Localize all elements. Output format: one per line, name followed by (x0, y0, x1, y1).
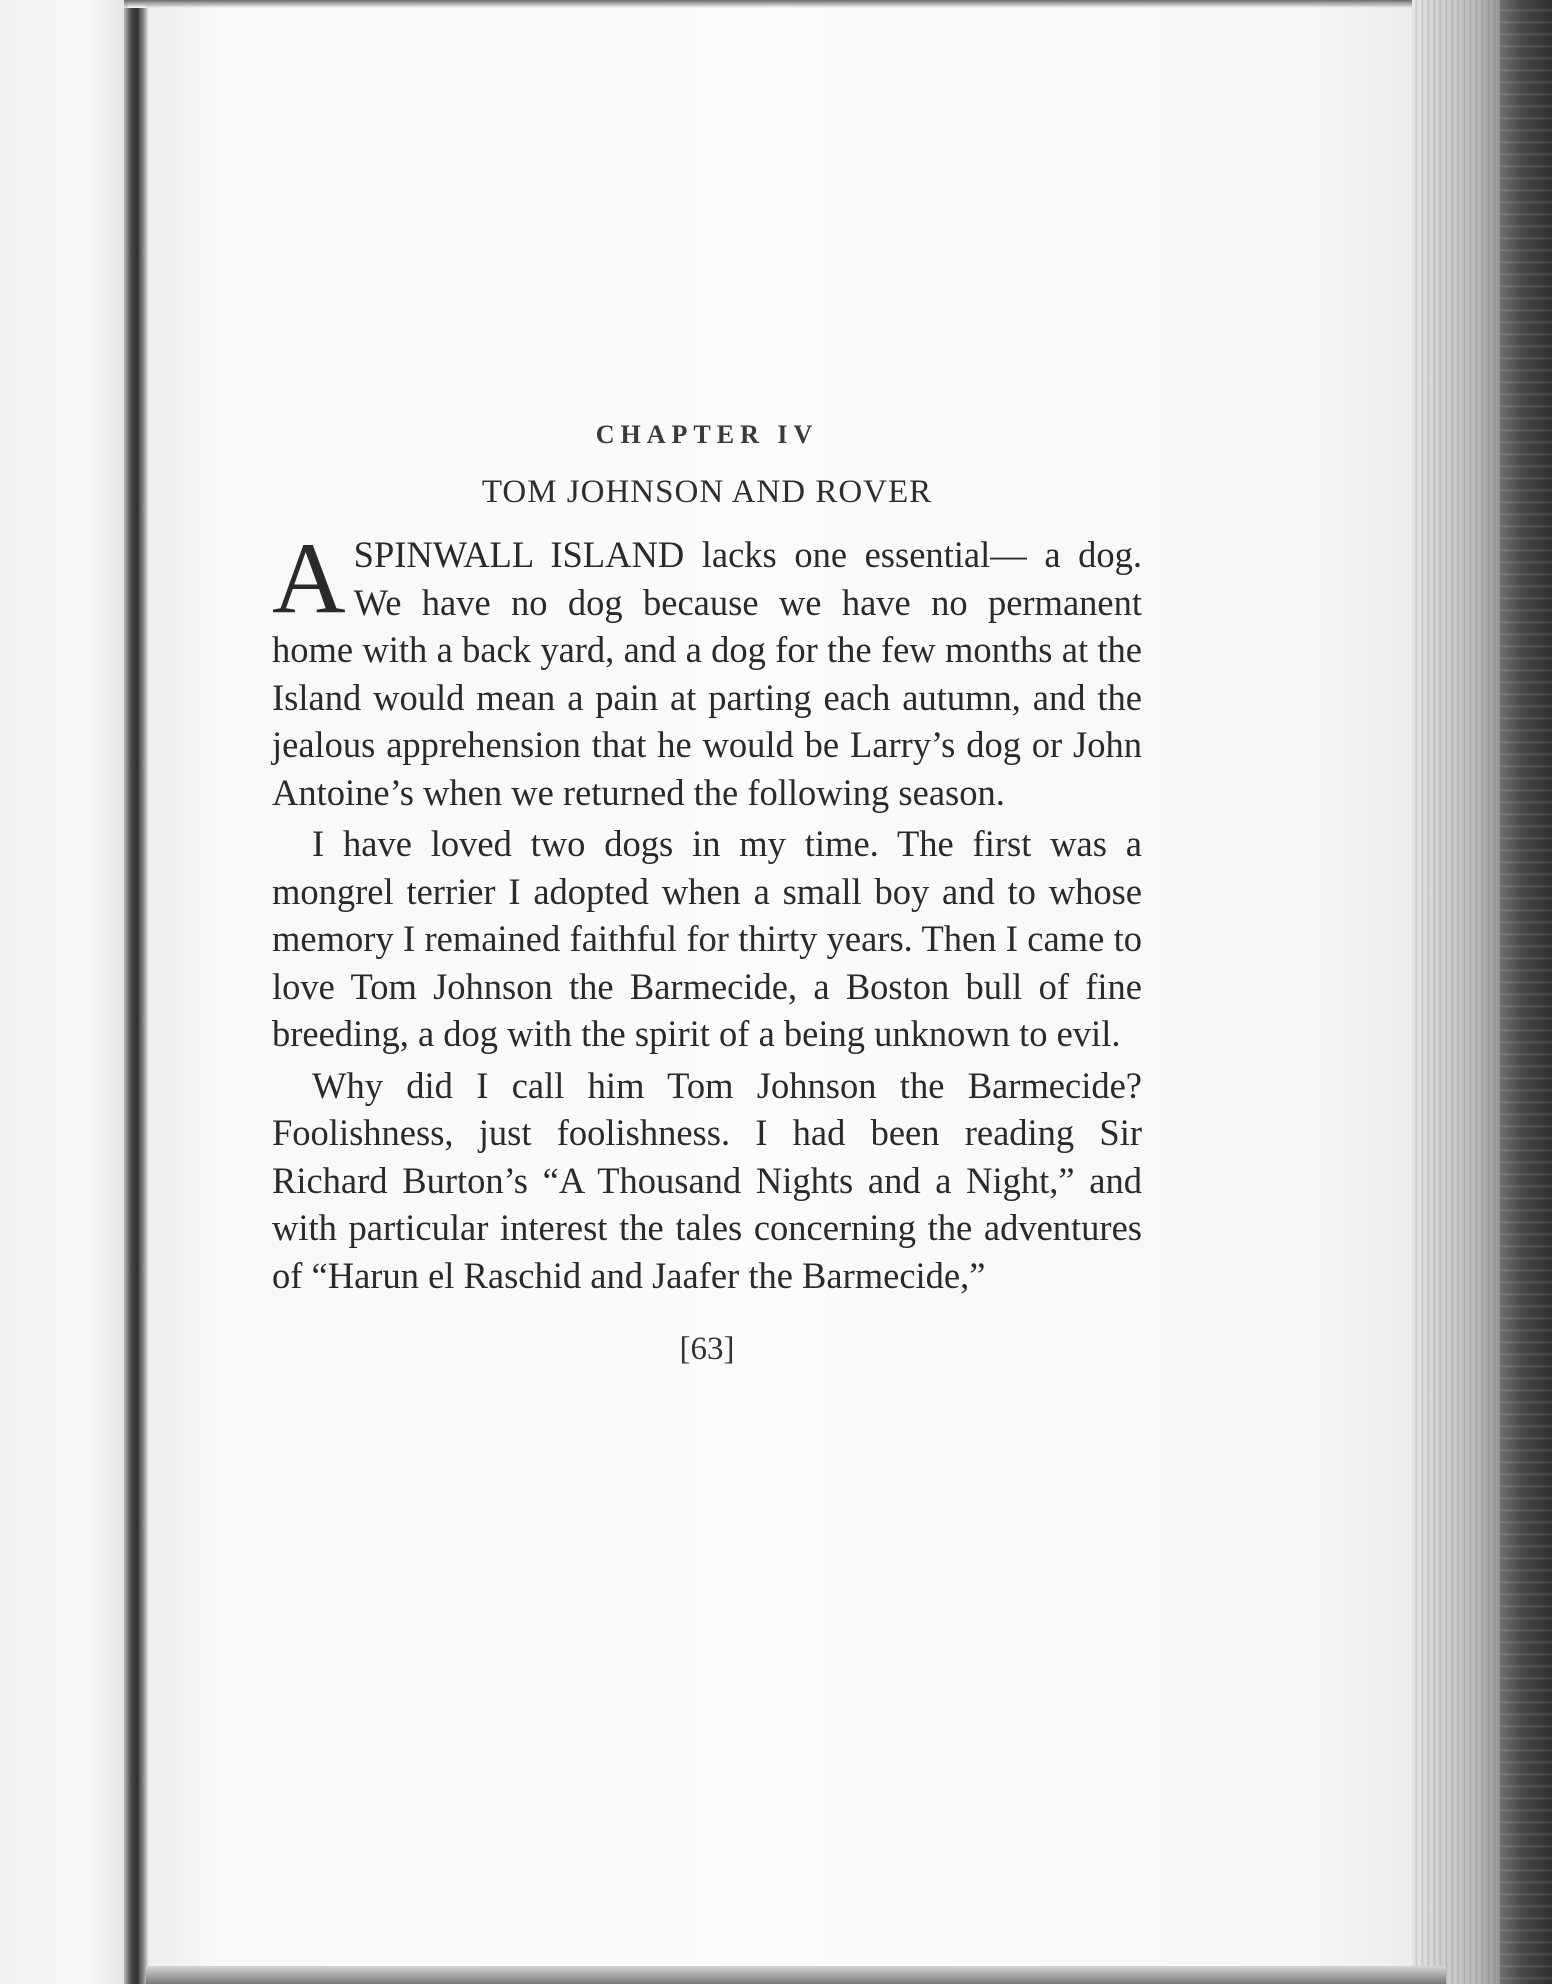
paragraph-1 (272, 522, 1142, 816)
paragraph-1-text: SPINWALL ISLAND lacks one essential— a dog. We have no dog because we have no permanent home with a back yard, and a dog for the few months at the Island would mean a pain at parting each autumn, and the jealous apprehension that he would be Larry’s dog or John Antoine’s when we returned the following season. (272, 534, 1142, 813)
chapter-title: TOM JOHNSON AND ROVER (481, 474, 933, 510)
page-number: [63] (679, 1331, 735, 1367)
bottom-page-edge (146, 1966, 1446, 1984)
book-gutter (124, 8, 148, 1984)
top-edge-shadow (124, 0, 1424, 8)
chapter-label: CHAPTER IV (595, 420, 819, 449)
left-facing-page (0, 0, 128, 1984)
paragraph-3: Why did I call him Tom Johnson the Barmecide? Foolishness, just foolishness. I had been reading Sir Richard Burton’s “A Thousand Nights and a Night,” and with particular interest the tales concerning the adventures of “Harun el Raschid and Jaafer the Barmecide,” (272, 1064, 1142, 1296)
drop-cap: A (272, 522, 346, 635)
book-fore-edge (1500, 0, 1552, 1984)
page-text-block (272, 420, 1142, 1368)
paragraph-2: I have loved two dogs in my time. The first was a mongrel terrier I adopted when a small boy and to whose memory I remained faithful for thirty years. Then I came to love Tom Johnson the Barmecide, a Boston bull of fine breeding, a dog with the spirit of a being unknown to evil. (272, 823, 1142, 1054)
